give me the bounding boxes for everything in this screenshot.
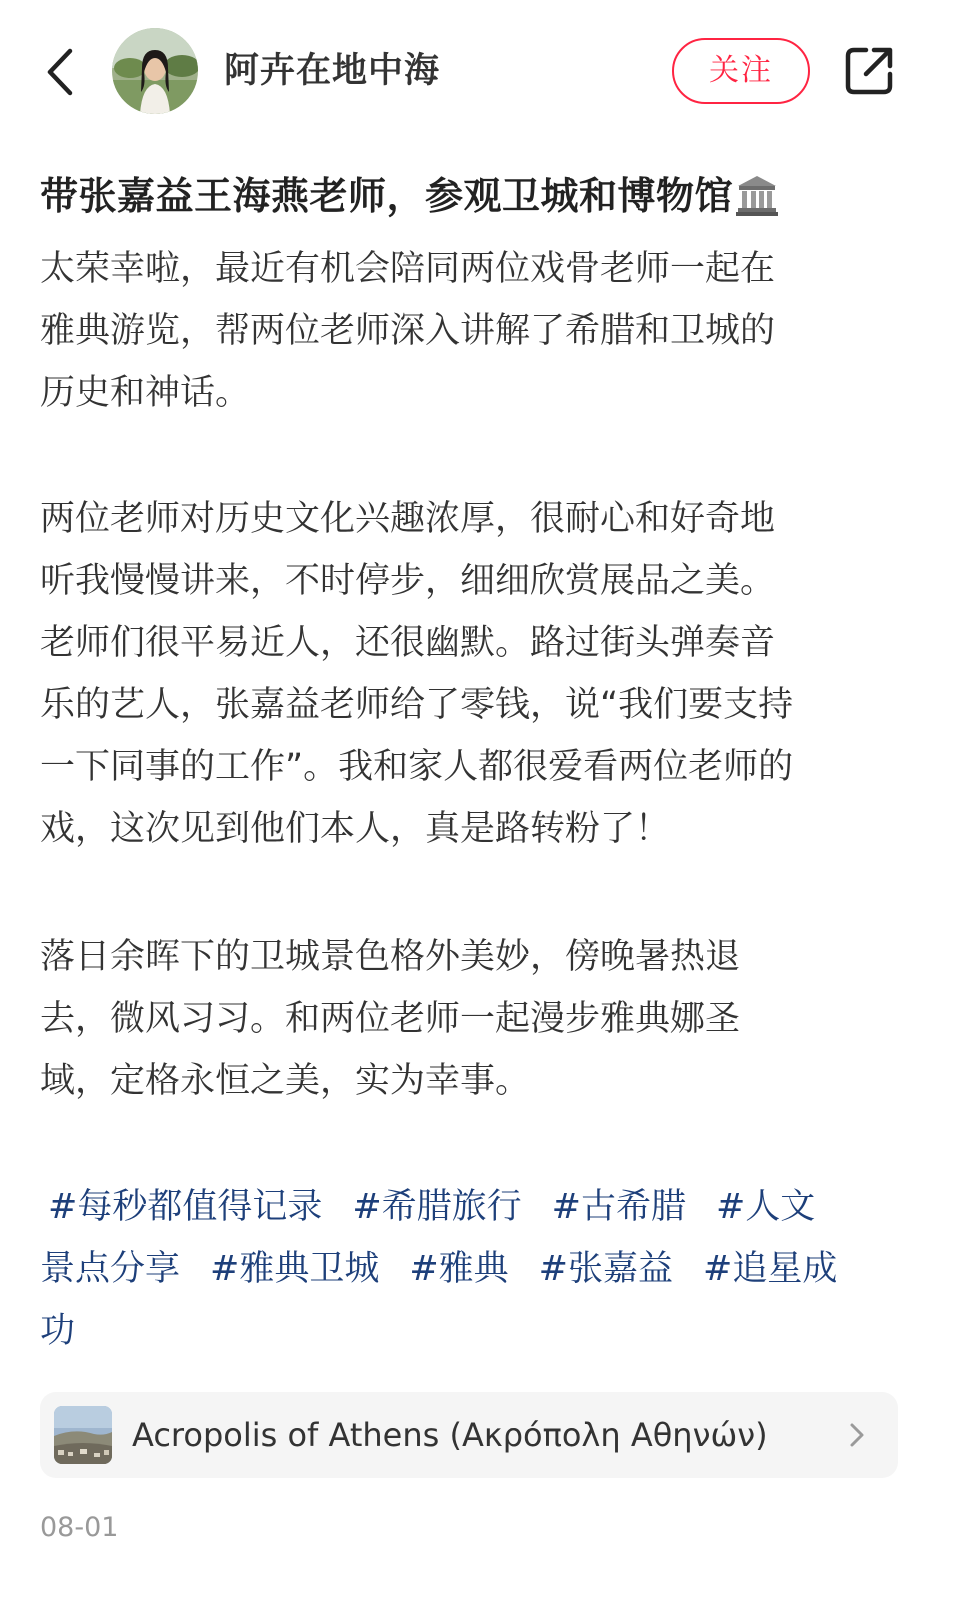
share-button[interactable] — [842, 44, 896, 98]
text-line: 去，微风习习。和两位老师一起漫步雅典娜圣 — [40, 999, 741, 1039]
text-line: 域，定格永恒之美，实为幸事。 — [40, 1061, 531, 1101]
text-line: 太荣幸啦，最近有机会陪同两位戏骨老师一起在 — [40, 249, 776, 289]
post-title — [40, 166, 920, 226]
location-name: Acropolis of Athens (Ακρόπολη Αθηνών) — [132, 1416, 768, 1454]
text-line: 老师们很平易近人，还很幽默。路过街头弹奏音 — [40, 623, 776, 663]
author-name[interactable]: 阿卉在地中海 — [224, 51, 441, 91]
back-button[interactable] — [38, 44, 82, 100]
text-line: 一下同事的工作”。我和家人都很爱看两位老师的 — [40, 747, 794, 787]
post-title-text: 带张嘉益王海燕老师，参观卫城和博物馆 — [40, 174, 734, 218]
hashtag-link[interactable]: 功 — [40, 1311, 76, 1351]
chevron-left-icon — [45, 47, 75, 97]
hashtag-list — [40, 1176, 910, 1362]
hashtag-link[interactable]: #古希腊 — [551, 1187, 686, 1227]
text-line: 两位老师对历史文化兴趣浓厚，很耐心和好奇地 — [40, 499, 776, 539]
hashtag-link[interactable]: #雅典卫城 — [210, 1249, 380, 1289]
text-line: 乐的艺人，张嘉益老师给了零钱，说“我们要支持 — [40, 685, 794, 725]
hashtag-link[interactable]: #希腊旅行 — [352, 1187, 522, 1227]
location-card[interactable] — [40, 1392, 898, 1478]
text-line: 历史和神话。 — [40, 373, 251, 413]
chevron-right-icon — [842, 1420, 872, 1450]
text-line: 戏，这次见到他们本人，真是路转粉了！ — [40, 809, 671, 849]
hashtag-link[interactable]: #每秒都值得记录 — [48, 1187, 323, 1227]
text-line: 雅典游览，帮两位老师深入讲解了希腊和卫城的 — [40, 311, 776, 351]
text-line: 听我慢慢讲来，不时停步，细细欣赏展品之美。 — [40, 561, 776, 601]
hashtag-link[interactable]: #追星成 — [703, 1249, 838, 1289]
hashtag-link[interactable]: #雅典 — [409, 1249, 509, 1289]
post-date: 08-01 — [40, 1512, 119, 1543]
text-line: 落日余晖下的卫城景色格外美妙，傍晚暑热退 — [40, 937, 741, 977]
location-thumbnail — [54, 1406, 112, 1464]
paragraph-1 — [40, 238, 910, 424]
hashtag-link[interactable]: 景点分享 — [40, 1249, 181, 1289]
paragraph-2 — [40, 488, 910, 860]
author-avatar[interactable] — [112, 28, 198, 114]
classical-building-icon — [735, 173, 779, 234]
share-out-icon — [842, 44, 896, 98]
paragraph-3 — [40, 926, 910, 1112]
hashtag-link[interactable]: #张嘉益 — [538, 1249, 673, 1289]
follow-button[interactable]: 关注 — [672, 38, 810, 104]
top-bar — [0, 0, 960, 150]
hashtag-link[interactable]: #人文 — [715, 1187, 816, 1227]
